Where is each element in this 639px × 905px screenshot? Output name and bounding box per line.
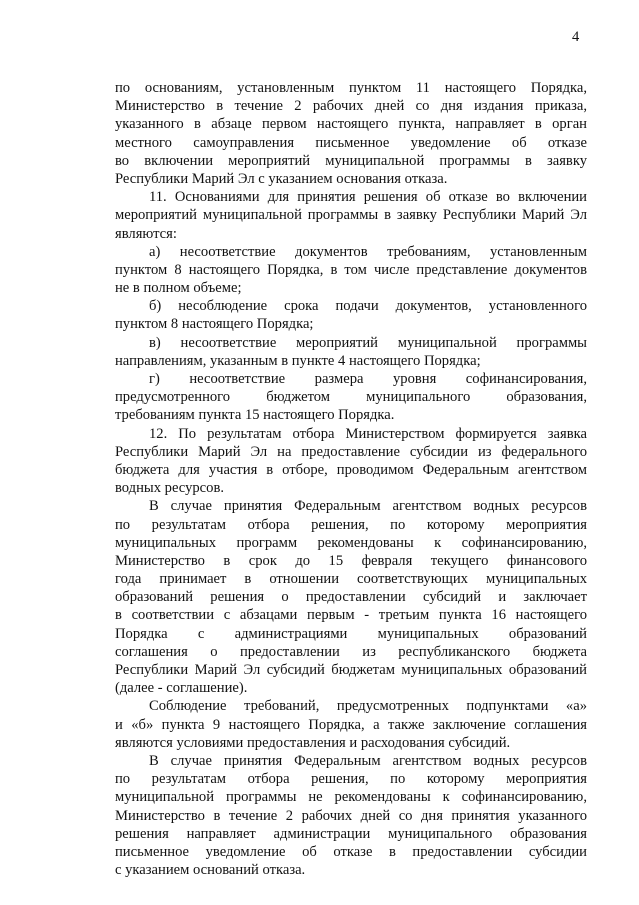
text-line: по основаниям, установленным пунктом 11 настоящего Порядка, bbox=[115, 80, 587, 96]
text-line: 12. По результатам отбора Министерством формируется заявка bbox=[149, 425, 587, 442]
text-line: Министерство в течение 2 рабочих дней со дня издания приказа, bbox=[115, 98, 587, 115]
text-line: письменное уведомление об отказе в предоставлении субсидии bbox=[115, 843, 587, 860]
text-line: во включении мероприятий муниципальной программы в заявку bbox=[115, 152, 587, 169]
text-line: Республики Марий Эл с указанием основания отказа. bbox=[115, 170, 448, 187]
text-line: требованиям пункта 15 настоящего Порядка. bbox=[115, 407, 395, 424]
paragraph-11-v bbox=[115, 334, 587, 370]
text-line: Республики Марий Эл на предоставление субсидии из федерального bbox=[115, 443, 587, 460]
paragraph-12-conditions bbox=[115, 697, 587, 752]
paragraph-12 bbox=[115, 425, 587, 498]
text-line: соглашения о предоставлении из республиканского бюджета bbox=[115, 643, 587, 660]
text-line: муниципальных программ рекомендованы к софинансированию, bbox=[115, 534, 587, 551]
text-line: В случае принятия Федеральным агентством водных ресурсов bbox=[149, 498, 587, 515]
text-line: года принимает в отношении соответствующих муниципальных bbox=[115, 571, 587, 588]
text-line: и «б» пункта 9 настоящего Порядка, а также заключение соглашения bbox=[115, 716, 587, 733]
text-line: с указанием оснований отказа. bbox=[115, 862, 306, 879]
text-line: муниципальной программы не рекомендованы к софинансированию, bbox=[115, 789, 587, 806]
text-line: Республики Марий Эл субсидий бюджетам муниципальных образований bbox=[115, 662, 587, 678]
text-line: г) несоответствие размера уровня софинансирования, bbox=[149, 371, 587, 387]
text-line: Соблюдение требований, предусмотренных подпунктами «а» bbox=[149, 698, 587, 715]
text-line: б) несоблюдение срока подачи документов, установленного bbox=[149, 298, 587, 315]
text-line: (далее - соглашение). bbox=[115, 680, 248, 697]
text-line: В случае принятия Федеральным агентством водных ресурсов bbox=[149, 752, 587, 769]
text-line: водных ресурсов. bbox=[115, 480, 224, 497]
text-line: 11. Основаниями для принятия решения об отказе во включении bbox=[149, 189, 587, 206]
text-line: не в полном объеме; bbox=[115, 280, 242, 297]
text-line: образований решения о предоставлении субсидий и заключает bbox=[115, 589, 587, 606]
text-line: являются условиями предоставления и расходования субсидий. bbox=[115, 734, 511, 751]
text-line: являются: bbox=[115, 225, 177, 242]
text-line: Министерство в течение 2 рабочих дней со дня принятия указанного bbox=[115, 807, 587, 824]
paragraph-continuation bbox=[115, 79, 587, 188]
text-line: мероприятий муниципальной программы в заявку Республики Марий Эл bbox=[115, 207, 587, 224]
text-line: местного самоуправления письменное уведомление об отказе bbox=[115, 134, 587, 151]
paragraph-11-g bbox=[115, 370, 587, 425]
paragraph-11-a bbox=[115, 243, 587, 298]
text-line: решения направляет администрации муниципального образования bbox=[115, 825, 587, 842]
text-line: по результатам отбора решения, по которому мероприятия bbox=[115, 771, 587, 788]
text-line: а) несоответствие документов требованиям, установленным bbox=[149, 243, 587, 260]
text-line: бюджета для участия в отборе, проводимом Федеральным агентством bbox=[115, 461, 587, 478]
paragraph-12-rejection bbox=[115, 752, 587, 879]
text-line: в соответствии с абзацами первым - третьим пункта 16 настоящего bbox=[115, 607, 587, 624]
text-line: предусмотренного бюджетом муниципального образования, bbox=[115, 389, 587, 406]
text-line: указанного в абзаце первом настоящего пункта, направляет в орган bbox=[115, 116, 587, 133]
document-body bbox=[115, 79, 587, 879]
text-line: направлениям, указанным в пункте 4 настоящего Порядка; bbox=[115, 352, 481, 369]
page-number: 4 bbox=[572, 29, 580, 45]
text-line: пунктом 8 настоящего Порядка, в том числе представление документов bbox=[115, 261, 587, 278]
paragraph-11-b bbox=[115, 297, 587, 333]
text-line: в) несоответствие мероприятий муниципальной программы bbox=[149, 334, 587, 351]
text-line: по результатам отбора решения, по которому мероприятия bbox=[115, 516, 587, 533]
text-line: Министерство в срок до 15 февраля текущего финансового bbox=[115, 552, 587, 569]
text-line: Порядка с администрациями муниципальных образований bbox=[115, 625, 587, 642]
paragraph-11 bbox=[115, 188, 587, 243]
text-line: пунктом 8 настоящего Порядка; bbox=[115, 316, 314, 333]
paragraph-12-approval bbox=[115, 497, 587, 697]
